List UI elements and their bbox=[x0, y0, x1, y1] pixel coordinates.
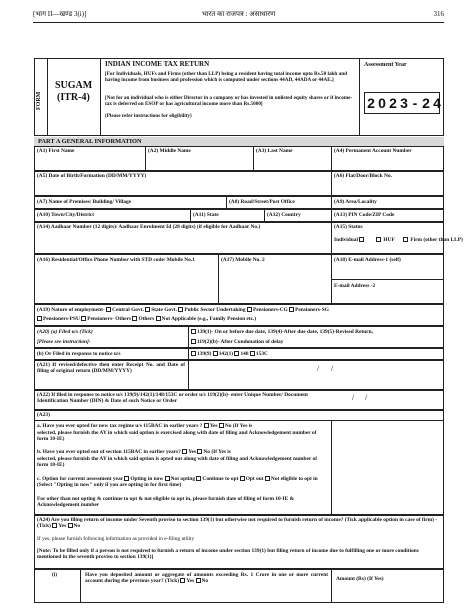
form-side-label: FORM bbox=[36, 91, 42, 110]
checkbox[interactable] bbox=[197, 449, 202, 454]
a23b-cont: selected, please furnish the AY in which said option is opted out along with date of filing and Acknowledgement number of form 10-IE) bbox=[37, 456, 317, 469]
divider bbox=[331, 420, 332, 515]
form-desc1: [For Individuals, HUFs and Firms (other than LLP) being a resident having total income upto Rs.50 lakh and having income from business and profession which is computed under sections 44AD, 44ADA or 44AE.] bbox=[105, 71, 347, 84]
state-field[interactable]: (A11) State bbox=[193, 212, 219, 218]
checkbox[interactable] bbox=[204, 423, 209, 428]
checkbox[interactable] bbox=[68, 523, 73, 528]
email2-field[interactable]: E-mail Address -2 bbox=[334, 283, 376, 289]
status-individual[interactable]: Individual bbox=[334, 237, 365, 243]
dob-field[interactable]: (A5) Date of Birth/Formation (DD/MM/YYYY) bbox=[37, 173, 147, 179]
form-title: INDIAN INCOME TAX RETURN bbox=[105, 60, 210, 68]
checkbox[interactable] bbox=[359, 237, 364, 242]
filed-us-opts2[interactable]: 119(2)(b)- After Condonation of delay bbox=[191, 339, 283, 345]
form-code: (ITR-4) bbox=[57, 92, 90, 103]
middle-name-field[interactable]: (A2) Middle Name bbox=[148, 148, 191, 154]
pan-field[interactable]: (A4) Permanent Account Number bbox=[334, 148, 412, 154]
divider bbox=[188, 326, 189, 348]
divider bbox=[331, 279, 444, 280]
ay-digit: 2 bbox=[422, 95, 430, 111]
form-desc2: [Not for an individual who is either Director in a company or has invested in unlisted equity shares or if income-tax is deferred on ESOP or has agricultural income more than Rs.5000] bbox=[105, 95, 353, 108]
status-label: (A15) Status bbox=[334, 224, 363, 230]
a23a-question: a. Have you ever opted for new tax regime u/s 115BAC in earlier years ? Yes No (If Yes is bbox=[37, 423, 253, 429]
page-header bbox=[33, 8, 444, 20]
header-left: [भाग II—खण्ड 3(i)] bbox=[33, 9, 87, 18]
divider bbox=[331, 569, 332, 603]
revised-field[interactable]: (A21) If revised/defective then enter Receipt No. and Date of filing of original return (DD/MM/YYYY) bbox=[37, 362, 185, 375]
divider bbox=[80, 569, 81, 603]
aadhaar-field[interactable]: (A14) Aadhaar Number (12 digits)/ Aadhaar Enrolment Id (28 digits) (if eligible for Aadhaar No.) bbox=[37, 224, 261, 230]
a23-label: (A23) bbox=[37, 412, 50, 418]
ay-digit: 0 bbox=[378, 95, 386, 111]
a23a-cont: selected, please furnish the AY in which said option is exercised along with date of filing and Acknowledgement number of form 10-IE) bbox=[37, 430, 317, 443]
status-firm[interactable]: Firm (other than LLP) bbox=[403, 237, 463, 243]
country-field[interactable]: (A12) Country bbox=[267, 212, 301, 218]
divider bbox=[188, 360, 189, 390]
divider bbox=[264, 209, 265, 222]
last-name-field[interactable]: (A3) Last Name bbox=[256, 148, 293, 154]
row-i-number: (i) bbox=[52, 572, 58, 578]
checkbox[interactable] bbox=[376, 237, 381, 242]
ay-label: Assessment Year bbox=[364, 62, 407, 68]
header-rule bbox=[33, 22, 444, 23]
a23b-question: b. Have you ever opted out of section 115BAC in earlier years? Yes No (If Yes is bbox=[37, 449, 231, 455]
checkbox[interactable] bbox=[52, 523, 57, 528]
part-a-title: PART A GENERAL INFORMATION bbox=[38, 138, 142, 145]
page-number: 316 bbox=[433, 10, 444, 18]
divider bbox=[331, 171, 332, 196]
ay-digit: 3 bbox=[400, 95, 408, 111]
filed-us-opts1[interactable]: 139(1)- On or before due date, 139(4)-After due date, 139(5)-Revised Return, bbox=[191, 329, 373, 335]
ay-digit: 2 bbox=[367, 95, 375, 111]
flat-no-field[interactable]: (A6) Flat/Door/Block No. bbox=[334, 173, 392, 179]
a24-question: (A24) Are you filing return of income under Seventh proviso to section 139(1) but otherwise not required to furnish return of income? (Tick applicable option in case of firm) - (Tick) Yes No bbox=[37, 517, 438, 530]
slash: / bbox=[365, 393, 368, 402]
divider bbox=[226, 196, 227, 209]
slash: / bbox=[317, 364, 320, 373]
a24-yes-note: If yes, please furnish following information as provided in e-filing utility bbox=[37, 536, 195, 542]
slash: / bbox=[331, 364, 334, 373]
a24-note: [Note: To be filled only if a person is not required to furnish a return of income under section 139(1) but filing return of income due to fulfilling one or more conditions mentioned in the seventh proviso to section 139(1)] bbox=[37, 548, 419, 561]
checkbox[interactable] bbox=[196, 578, 201, 583]
divider bbox=[331, 222, 332, 254]
row-i-question: Have you deposited amount or aggregate of amounts exceeding Rs. 1 Crore in one or more current account during the previous year? (Tick) Yes No bbox=[85, 572, 328, 585]
divider bbox=[145, 146, 146, 171]
divider bbox=[331, 209, 332, 222]
header-center: भारत का राजपत्र : असाधारण bbox=[201, 9, 276, 18]
notice-din-field[interactable]: (A22) If filed in response to notice u/s 139(9)/142(1)/148/153C or order u/s 119(2)(b)- enter Unique Number/ Document Identification Number (DIN) & Date of such Notice or Order bbox=[37, 392, 308, 405]
divider bbox=[253, 146, 254, 171]
notice-opts[interactable]: 139(9) 142(1) 148 153C bbox=[191, 351, 268, 357]
ay-digit: 4 bbox=[433, 95, 441, 111]
ay-digit: - bbox=[412, 95, 418, 111]
email1-field[interactable]: (A18) E-mail Address-1 (self) bbox=[334, 257, 401, 263]
a23-other: For other than not opting & continue to opt & not eligible to opt in, please furnish date of filing of form 10-IE & Acknowledgement number bbox=[37, 496, 295, 509]
pin-field[interactable]: (A13) PIN Code/ZIP Code bbox=[334, 212, 395, 218]
divider bbox=[218, 254, 219, 304]
status-huf[interactable]: HUF bbox=[376, 237, 395, 243]
slash: / bbox=[352, 393, 355, 402]
divider bbox=[190, 209, 191, 222]
checkbox[interactable] bbox=[219, 423, 224, 428]
filed-us-label: (A20) (a) Filed u/s (Tick) bbox=[37, 329, 93, 335]
road-field[interactable]: (A8) Road/Street/Post Office bbox=[229, 199, 295, 205]
divider bbox=[331, 196, 332, 209]
divider bbox=[34, 420, 444, 421]
checkbox[interactable] bbox=[182, 449, 187, 454]
divider bbox=[188, 348, 189, 360]
mobile2-field[interactable]: (A17) Mobile No. 2 bbox=[221, 257, 265, 263]
first-name-field[interactable]: (A1) First Name bbox=[37, 148, 75, 154]
form-name: SUGAM bbox=[55, 80, 93, 91]
divider bbox=[331, 146, 332, 171]
premises-field[interactable]: (A7) Name of Premises/ Building/ Village bbox=[37, 199, 132, 205]
checkbox[interactable] bbox=[180, 578, 185, 583]
town-field[interactable]: (A10) Town/City/District bbox=[37, 212, 95, 218]
form-desc3: (Please refer instructions for eligibility) bbox=[105, 113, 192, 119]
a23c-question: c. Option for current assessment year Opting in now Not opting Continue to opt Opt out Not eligible to opt in (Select "Opting in now" only if you are opting in for first time) bbox=[37, 476, 318, 489]
checkbox[interactable] bbox=[403, 237, 408, 242]
employment-row2: Pensioners-PSU Pensioners- Others Others Not Applicable (e.g., Family Pension etc.) bbox=[37, 316, 256, 322]
ay-digit: 2 bbox=[389, 95, 397, 111]
area-field[interactable]: (A9) Area/Locality bbox=[334, 199, 377, 205]
filed-us-note: [Please see instruction]- bbox=[37, 339, 91, 345]
employment-row1: (A19) Nature of employment- Central Govt. State Govt. Public Sector Undertaking Pensioners-CG Pensioners-SG bbox=[37, 307, 329, 313]
phone-field[interactable]: (A16) Residential/Office Phone Number with STD code/ Mobile No.1 bbox=[37, 257, 195, 263]
notice-label: (b) Or Filed in response to notice u/s bbox=[37, 351, 121, 357]
amount-label: Amount (Rs) (If Yes) bbox=[336, 576, 384, 582]
